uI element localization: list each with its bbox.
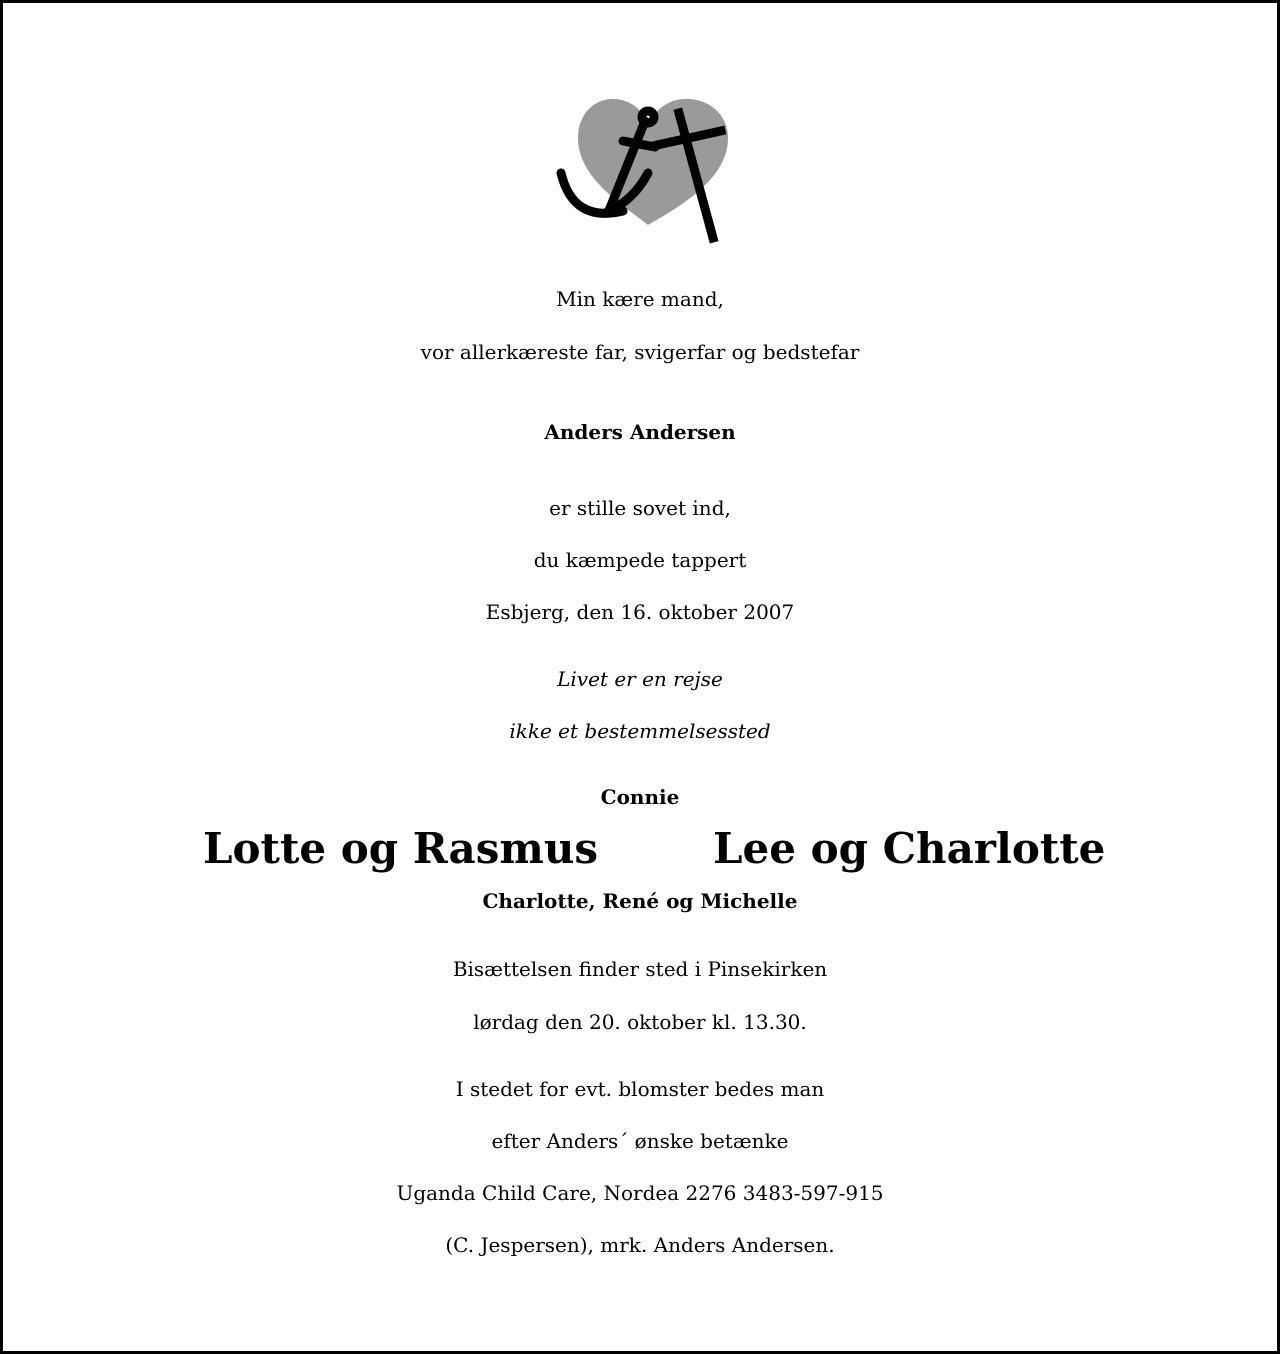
family-grandchildren: Charlotte, René og Michelle: [482, 889, 798, 913]
donation-line-1: I stedet for evt. blomster bedes man: [455, 1077, 825, 1101]
family-children-right: Lee og Charlotte: [713, 824, 1106, 873]
passing-line-1: er stille sovet ind,: [549, 496, 731, 520]
donation-line-3: Uganda Child Care, Nordea 2276 3483-597-915: [396, 1181, 884, 1205]
funeral-line-1: Bisættelsen finder sted i Pinsekirken: [452, 957, 828, 981]
passing-date: Esbjerg, den 16. oktober 2007: [485, 600, 795, 624]
intro-line-2: vor allerkæreste far, svigerfar og bedstefar: [420, 340, 860, 364]
deceased-name: Anders Andersen: [544, 420, 736, 444]
donation-line-4: (C. Jespersen), mrk. Anders Andersen.: [445, 1233, 835, 1257]
funeral-line-2: lørdag den 20. oktober kl. 13.30.: [473, 1010, 807, 1034]
quote-line-2: ikke et bestemmelsessted: [509, 719, 771, 743]
donation-line-2: efter Anders´ ønske betænke: [491, 1129, 789, 1153]
quote-line-1: Livet er en rejse: [557, 667, 723, 691]
heart-anchor-cross-icon: [553, 83, 733, 248]
family-children-left: Lotte og Rasmus: [203, 824, 599, 873]
intro-line-1: Min kære mand,: [556, 287, 724, 311]
family-spouse: Connie: [600, 785, 680, 809]
passing-line-2: du kæmpede tappert: [533, 548, 747, 572]
